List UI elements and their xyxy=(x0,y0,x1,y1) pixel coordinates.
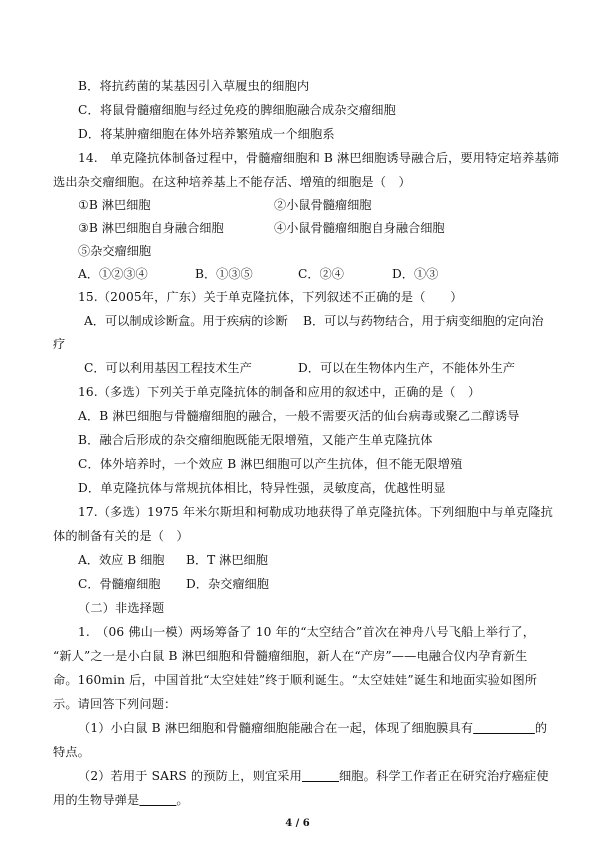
q14-item-4: ④小鼠骨髓瘤细胞自身融合细胞 xyxy=(274,221,445,235)
q15-option-a: A．可以制成诊断盒。用于疾病的诊断 xyxy=(84,314,288,328)
q14-item-1: ①B 淋巴细胞 xyxy=(78,198,151,212)
answer-blank-3[interactable] xyxy=(139,793,176,807)
q14-stem-line1: 14. 单克隆抗体制备过程中，骨髓瘤细胞和 B 淋巴细胞诱导融合后，要用特定培养基筛 xyxy=(78,151,560,165)
q15-stem: 15.（2005年，广东）关于单克隆抗体，下列叙述不正确的是（ ） xyxy=(78,290,463,304)
q15-option-c: C．可以利用基因工程技术生产 xyxy=(84,361,252,375)
p1-stem-line3: 命。160min 后，中国首批“太空娃娃”终于顺利诞生。“太空娃娃”诞生和地面实验如图所 xyxy=(53,673,538,687)
q17-option-a: A．效应 B 细胞 xyxy=(78,553,165,567)
p1-stem-line4: 示。请回答下列问题： xyxy=(53,697,177,711)
answer-blank-1[interactable] xyxy=(473,721,535,735)
p1-sub2-line2 xyxy=(53,792,189,808)
p1-stem-line1: 1. （06 佛山一模）两场筹备了 10 年的“太空结合”首次在神舟八号飞船上举行了， xyxy=(78,625,536,639)
q15-option-b: B．可以与药物结合，用于病变细胞的定向治 xyxy=(303,314,544,328)
q13-option-d: D．将某肿瘤细胞在体外培养繁殖成一个细胞系 xyxy=(78,127,335,141)
p1-sub2-text2: 用的生物导弹是 xyxy=(53,793,140,807)
answer-blank-2[interactable] xyxy=(302,769,339,783)
page-number: 4 / 6 xyxy=(285,818,310,829)
q14-item-2: ②小鼠骨髓瘤细胞 xyxy=(274,198,372,212)
q13-option-c: C．将鼠骨髓瘤细胞与经过免疫的脾细胞融合成杂交瘤细胞 xyxy=(78,103,396,117)
q17-option-b: B．T 淋巴细胞 xyxy=(186,553,268,567)
p1-sub2-end: 。 xyxy=(176,793,189,807)
q17-stem-line1: 17.（多选）1975 年米尔斯坦和柯勒成功地获得了单克隆抗体。下列细胞中与单克隆抗 xyxy=(78,505,553,519)
q16-option-d: D．单克隆抗体与常规抗体相比，特异性强，灵敏度高，优越性明显 xyxy=(78,481,446,495)
q14-item-5: ⑤杂交瘤细胞 xyxy=(78,244,152,258)
section-heading-non-choice: （二）非选择题 xyxy=(78,601,165,615)
p1-sub1-tail: 的 xyxy=(534,721,548,735)
q14-option-c: C．②④ xyxy=(298,267,344,281)
q16-option-a: A．B 淋巴细胞与骨髓瘤细胞的融合，一般不需要灭活的仙台病毒或聚乙二醇诱导 xyxy=(78,409,520,423)
p1-stem-line2: “新人”之一是小白鼠 B 淋巴细胞和骨髓瘤细胞，新人在“产房”——电融合仪内孕育新生 xyxy=(53,649,528,663)
q14-item-3: ③B 淋巴细胞自身融合细胞 xyxy=(78,221,224,235)
q17-option-d: D．杂交瘤细胞 xyxy=(186,577,269,591)
q17-stem-line2: 体的制备有关的是（ ） xyxy=(53,529,189,543)
q14-stem-line2: 选出杂交瘤细胞。在这种培养基上不能存活、增殖的细胞是（ ） xyxy=(53,175,411,189)
q14-option-d: D．①③ xyxy=(392,267,439,281)
q15-option-b-cont: 疗 xyxy=(53,337,66,351)
p1-sub2-tail: 细胞。科学工作者正在研究治疗癌症使 xyxy=(338,769,549,783)
q14-option-a: A．①②③④ xyxy=(78,267,148,281)
p1-sub1-line1 xyxy=(78,720,547,736)
p1-sub1-line2: 特点。 xyxy=(53,745,91,759)
q16-option-c: C．体外培养时，一个效应 B 淋巴细胞可以产生抗体，但不能无限增殖 xyxy=(78,457,463,471)
q16-stem: 16.（多选）下列关于单克隆抗体的制备和应用的叙述中，正确的是（ ） xyxy=(78,385,481,399)
q16-option-b: B．融合后形成的杂交瘤细胞既能无限增殖，又能产生单克隆抗体 xyxy=(78,433,433,447)
q17-option-c: C．骨髓瘤细胞 xyxy=(78,577,161,591)
q13-option-b: B．将抗药菌的某基因引入草履虫的细胞内 xyxy=(78,79,310,93)
q14-option-b: B．①③⑤ xyxy=(195,267,253,281)
q15-option-d: D．可以在生物体内生产，不能体外生产 xyxy=(298,361,515,375)
p1-sub2-line1 xyxy=(78,768,549,784)
p1-sub1-text: （1）小白鼠 B 淋巴细胞和骨髓瘤细胞能融合在一起，体现了细胞膜具有 xyxy=(78,721,474,735)
p1-sub2-text: （2）若用于 SARS 的预防上，则宜采用 xyxy=(78,769,302,783)
